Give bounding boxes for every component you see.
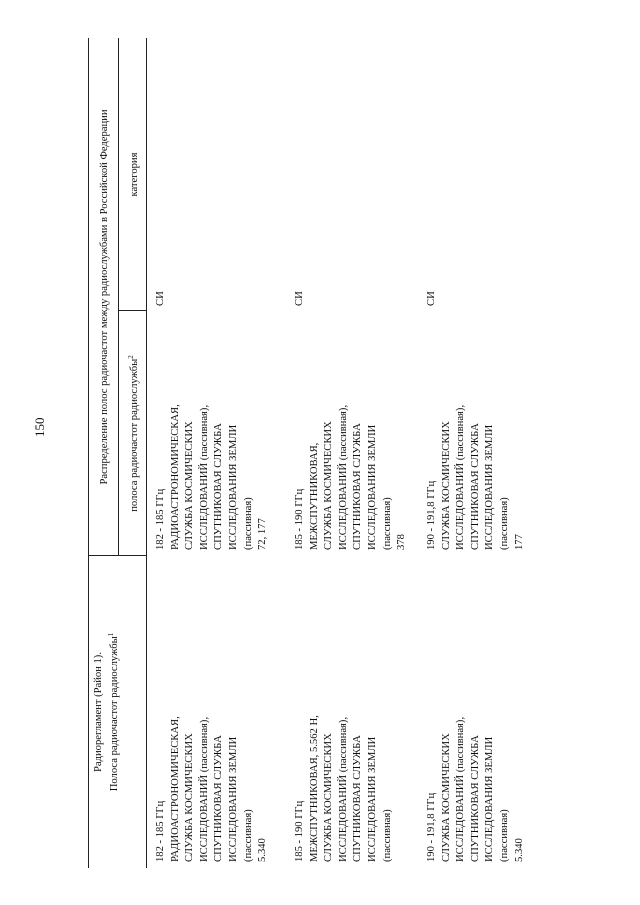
page-number: 150 — [32, 417, 47, 437]
row3-band-cell: 190 - 191,8 ГГц СЛУЖБА КОСМИЧЕСКИХ ИССЛЕДОВАНИЙ (пассивная), СПУТНИКОВАЯ СЛУЖБА ИССЛЕДОВАНИЯ ЗЕМЛИ (пассивная) 177 — [426, 404, 525, 550]
header-left-subtitle: Полоса радиочастот радиослужбы$^1$ — [107, 632, 120, 792]
row3-category-cell: СИ — [426, 291, 437, 306]
row1-band-cell: 182 - 185 ГГц РАДИОАСТРОНОМИЧЕСКАЯ, СЛУЖБА КОСМИЧЕСКИХ ИССЛЕДОВАНИЙ (пассивная), СПУТНИКОВАЯ СЛУЖБА ИССЛЕДОВАНИЯ ЗЕМЛИ (пассивная) 72, 177 — [155, 404, 269, 550]
header-category-column: категория — [129, 152, 140, 197]
table-top-rule — [88, 38, 89, 868]
row2-left-cell: 185 - 190 ГГц МЕЖСПУТНИКОВАЯ, 5.562 Н, СЛУЖБА КОСМИЧЕСКИХ ИССЛЕДОВАНИЙ (пассивная), СПУТНИКОВАЯ СЛУЖБА ИССЛЕДОВАНИЯ ЗЕМЛИ (пассивная) — [294, 715, 393, 862]
row2-category-cell: СИ — [294, 291, 305, 306]
footnote-marker: 1 — [107, 632, 115, 637]
row1-left-cell: 182 - 185 ГГц РАДИОАСТРОНОМИЧЕСКАЯ, СЛУЖБА КОСМИЧЕСКИХ ИССЛЕДОВАНИЙ (пассивная), СПУТНИКОВАЯ СЛУЖБА ИССЛЕДОВАНИЯ ЗЕМЛИ (пассивная) 5.340 — [155, 716, 269, 862]
footnote-marker: 2 — [127, 355, 135, 359]
row1-category-cell: СИ — [155, 291, 166, 306]
header-bottom-rule — [146, 38, 147, 868]
header-subcolumn-rule — [118, 38, 119, 556]
header-band-column: полоса радиочастот радиослужбы$^2$ — [127, 355, 140, 512]
header-right-title: Распределение полос радиочастот между радиослужбами в Российской Федерации — [99, 109, 110, 485]
row2-band-cell: 185 - 190 ГГц МЕЖСПУТНИКОВАЯ, СЛУЖБА КОСМИЧЕСКИХ ИССЛЕДОВАНИЙ (пассивная), СПУТНИКОВАЯ СЛУЖБА ИССЛЕДОВАНИЯ ЗЕМЛИ (пассивная) 378 — [294, 404, 408, 550]
rotated-table — [68, 38, 538, 868]
header-left-title: Радиорегламент (Район 1). — [93, 652, 104, 772]
row3-left-cell: 190 - 191,8 ГГц СЛУЖБА КОСМИЧЕСКИХ ИССЛЕДОВАНИЙ (пассивная), СПУТНИКОВАЯ СЛУЖБА ИССЛЕДОВАНИЯ ЗЕМЛИ (пассивная) 5.340 — [426, 716, 525, 862]
